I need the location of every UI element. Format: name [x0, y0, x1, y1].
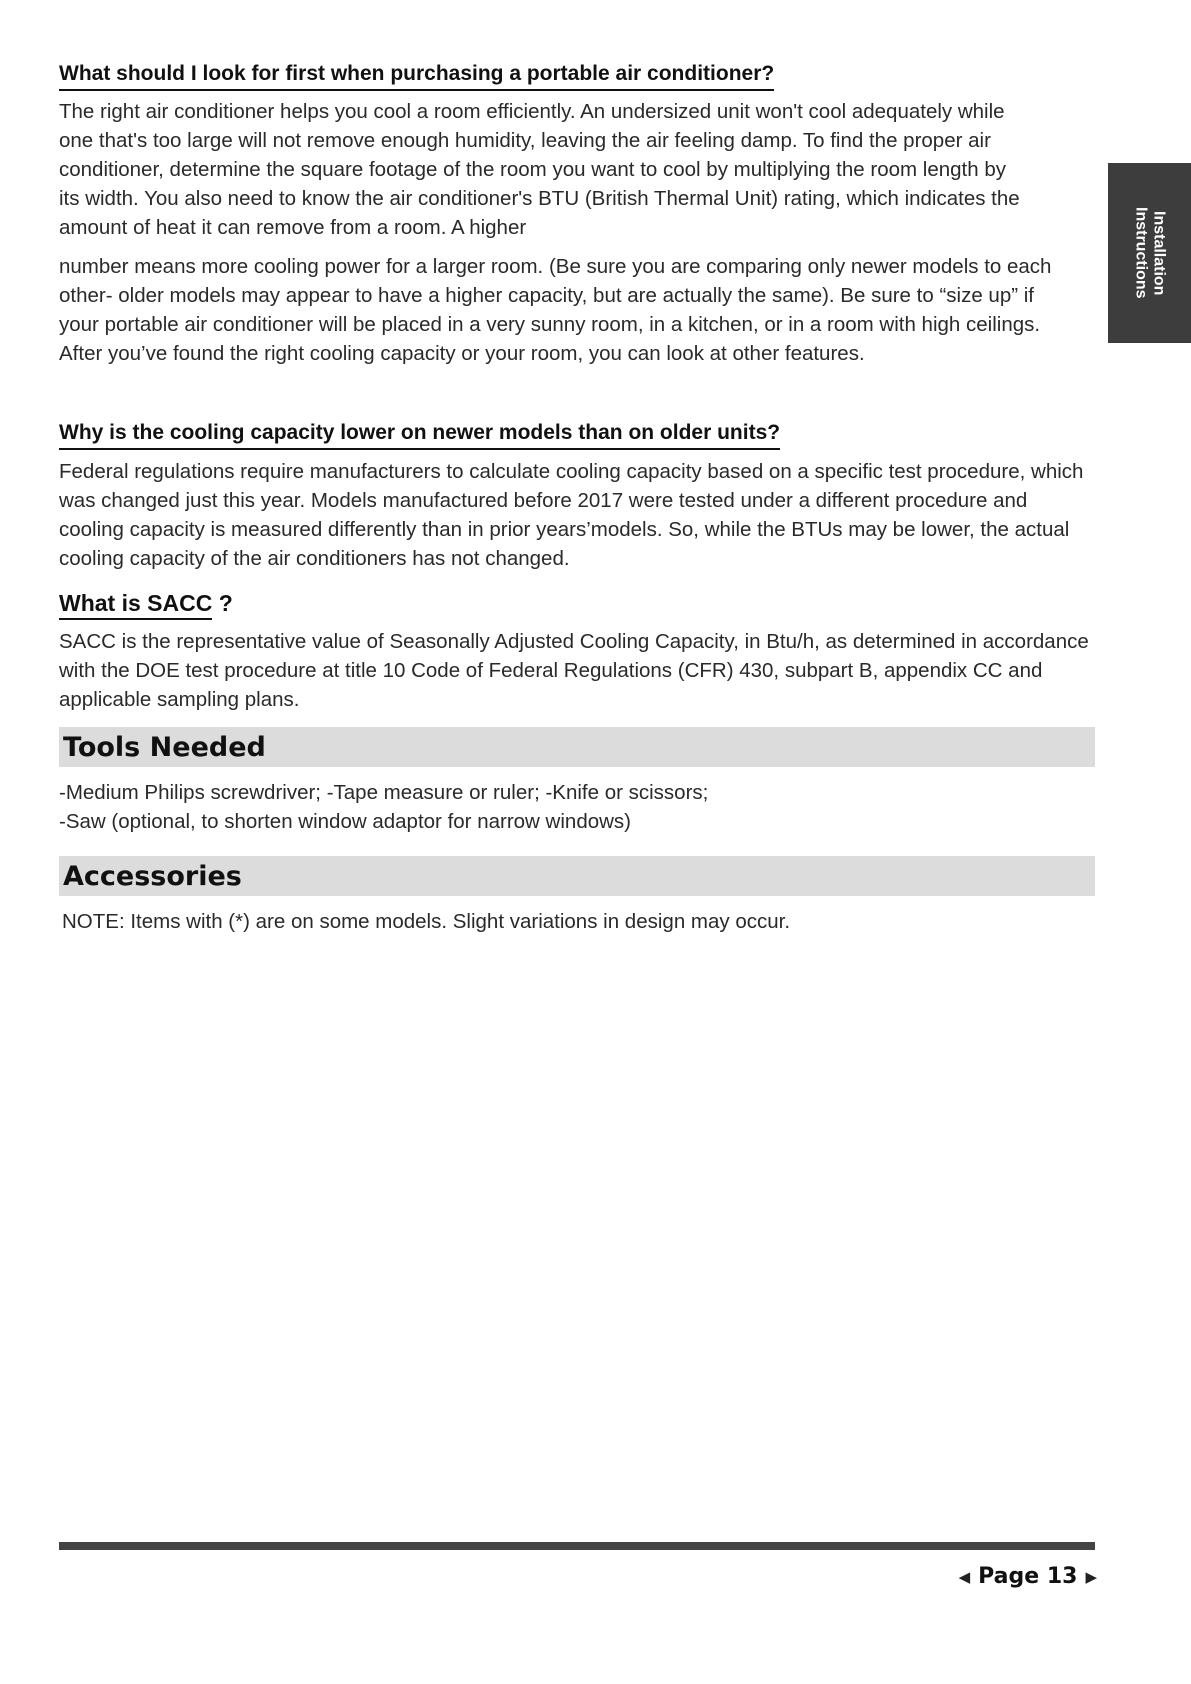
- side-tab-line-1: Installation: [1150, 210, 1168, 296]
- paragraph-line: conditioner, determine the square footage of the room you want to cool by multiplying the room length by: [59, 158, 1006, 181]
- paragraph-line: SACC is the representative value of Seasonally Adjusted Cooling Capacity, in Btu/h, as determined in accordance: [59, 630, 1089, 653]
- sacc-heading-suffix: ?: [212, 590, 233, 616]
- page-number: [959, 1564, 1097, 1589]
- prev-arrow-icon: ◀: [958, 1567, 971, 1586]
- tools-needed-band: [59, 727, 1095, 767]
- accessories-note: NOTE: Items with (*) are on some models. Slight variations in design may occur.: [62, 910, 791, 933]
- paragraph-line: number means more cooling power for a larger room. (Be sure you are comparing only newer models to each: [59, 255, 1052, 278]
- footer-rule: [59, 1542, 1095, 1550]
- side-tab-line-2: Instructions: [1132, 207, 1150, 299]
- next-arrow-icon: ▶: [1085, 1567, 1097, 1586]
- paragraph-line: other- older models may appear to have a higher capacity, but are actually the same). Be sure to “size up” if: [59, 284, 1035, 307]
- tools-line: -Saw (optional, to shorten window adaptor for narrow windows): [59, 810, 631, 833]
- section-side-tab: [1108, 163, 1191, 343]
- accessories-band: [59, 856, 1095, 896]
- tools-line: -Medium Philips screwdriver; -Tape measure or ruler; -Knife or scissors;: [59, 781, 709, 804]
- side-tab-label: [1132, 207, 1168, 299]
- sacc-heading-main: What is SACC: [59, 590, 212, 620]
- page-label: Page 13: [978, 1564, 1078, 1589]
- paragraph-line: cooling capacity is measured differently than in prior years’models. So, while the BTUs may be lower, the actual: [59, 518, 1070, 541]
- paragraph-line: After you’ve found the right cooling capacity or your room, you can look at other features.: [59, 342, 865, 365]
- tools-needed-title: Tools Needed: [63, 731, 266, 763]
- paragraph-line: The right air conditioner helps you cool a room efficiently. An undersized unit won't cool adequately while: [59, 100, 1005, 123]
- paragraph-line: your portable air conditioner will be placed in a very sunny room, in a kitchen, or in a room with high ceilings.: [59, 313, 1041, 336]
- paragraph-line: with the DOE test procedure at title 10 Code of Federal Regulations (CFR) 430, subpart B, appendix CC and: [59, 659, 1043, 682]
- purchase-question-heading: What should I look for first when purchasing a portable air conditioner?: [59, 62, 774, 91]
- capacity-question-heading: Why is the cooling capacity lower on newer models than on older units?: [59, 421, 780, 450]
- paragraph-line: applicable sampling plans.: [59, 688, 300, 711]
- paragraph-line: cooling capacity of the air conditioners has not changed.: [59, 547, 570, 570]
- paragraph-line: one that's too large will not remove enough humidity, leaving the air feeling damp. To find the proper air: [59, 129, 991, 152]
- accessories-title: Accessories: [63, 860, 242, 892]
- paragraph-line: was changed just this year. Models manufactured before 2017 were tested under a different procedure and: [59, 489, 1028, 512]
- sacc-heading: [59, 590, 233, 617]
- paragraph-line: its width. You also need to know the air conditioner's BTU (British Thermal Unit) rating, which indicates the: [59, 187, 1020, 210]
- paragraph-line: amount of heat it can remove from a room. A higher: [59, 216, 527, 239]
- paragraph-line: Federal regulations require manufacturers to calculate cooling capacity based on a specific test procedure, which: [59, 460, 1084, 483]
